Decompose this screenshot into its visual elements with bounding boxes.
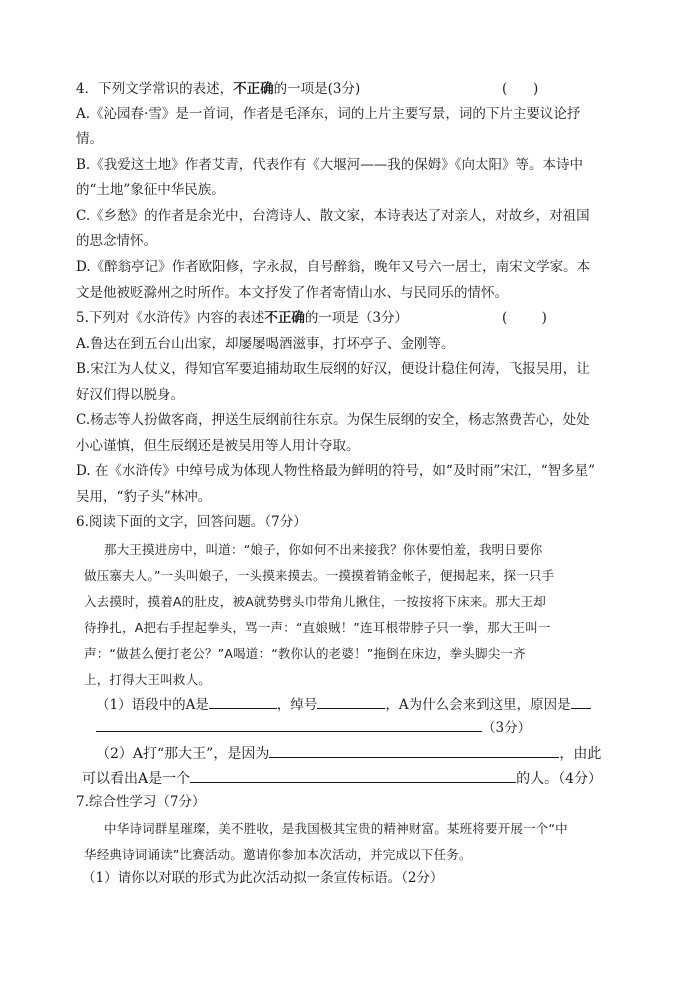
q7-intro-line2: 华经典诗词诵读”比赛活动。邀请你参加本次活动，并完成以下任务。 xyxy=(84,847,472,862)
q5-option-b-line2: 好汉们得以脱身。 xyxy=(76,387,184,403)
q6-sub1-text-b: ，绰号 xyxy=(276,697,318,713)
q6-sub1-line2 xyxy=(96,716,531,736)
q4-answer-parentheses: ( ) xyxy=(502,81,539,97)
q6-sub1-blank-nickname[interactable] xyxy=(317,693,385,709)
q6-passage-line2: 做压寨夫人。”一头叫娘子，一头摸来摸去。一摸摸着销金帐子，便揭起来，探一只手 xyxy=(84,568,555,583)
q6-sub2-text-c: 可以看出A是一个 xyxy=(82,771,191,787)
q4-stem-emphasis: 不正确 xyxy=(233,81,274,97)
q5-stem-text-b: 的一项是（3分） xyxy=(304,310,408,326)
q4-option-b-line1: B.《我爱这土地》作者艾青，代表作有《大堰河——我的保姆》《向太阳》等。本诗中 xyxy=(76,157,583,173)
q6-sub1-blank-reason-start[interactable] xyxy=(571,693,591,709)
q5-stem xyxy=(76,308,408,328)
q6-sub1-text-a: （1）语段中的A是 xyxy=(96,697,209,713)
q6-sub1-score: （3分） xyxy=(482,720,532,736)
q6-passage-line3: 入去摸时，摸着A的肚皮，被A就势劈头巾带角儿揪住，一按按将下床来。那大王却 xyxy=(84,594,547,609)
q5-answer-parentheses: ( ) xyxy=(502,310,547,326)
q4-option-a-line2: 情。 xyxy=(76,131,103,147)
q5-option-d-line2: 吴用，“豹子头”林冲。 xyxy=(76,489,212,505)
q6-sub1-blank-name[interactable] xyxy=(209,693,277,709)
q4-option-c-line2: 的思念情怀。 xyxy=(76,233,157,249)
q6-passage-line1: 那大王摸进房中，叫道：“娘子，你如何不出来接我？你休要怕羞，我明日要你 xyxy=(104,542,543,557)
q6-sub2-text-b: ，由此 xyxy=(559,746,602,762)
q5-stem-text-a: 5.下列对《水浒传》内容的表述 xyxy=(76,310,265,326)
q7-intro-line1: 中华诗词群星璀璨，美不胜收，是我国极其宝贵的精神财富。某班将要开展一个“中 xyxy=(104,821,568,836)
q6-passage-line4: 待挣扎，A把右手捏起拳头，骂一声：“直娘贼！”连耳根带脖子只一拳，那大王叫一 xyxy=(84,620,551,635)
q6-sub2-text-a: （2）A打“那大王”，是因为 xyxy=(96,746,270,762)
q6-passage-line6: 上，打得大王叫救人。 xyxy=(84,672,212,687)
q5-option-c-line1: C.杨志等人扮做客商，押送生辰纲前往东京。为保生辰纲的安全，杨志煞费苦心，处处 xyxy=(76,412,590,428)
q5-option-a-line1: A.鲁达在到五台山出家，却屡屡喝酒滋事，打坏亭子、金刚等。 xyxy=(76,336,455,352)
q4-option-a-line1: A.《沁园春·雪》是一首词，作者是毛泽东，词的上片主要写景，词的下片主要议论抒 xyxy=(76,106,581,122)
q4-option-d-line1: D.《醉翁亭记》作者欧阳修，字永叔，自号醉翁，晚年又号六一居士，南宋文学家。本 xyxy=(76,259,591,275)
q7-stem: 7.综合性学习（7分） xyxy=(76,794,206,810)
q6-sub2-blank-character[interactable] xyxy=(190,767,516,783)
q4-option-b-line2: 的“土地”象征中华民族。 xyxy=(76,182,225,198)
q5-option-b-line1: B.宋江为人仗义，得知官军要追捕劫取生辰纲的好汉，便设计稳住何涛，飞报吴用，让 xyxy=(76,361,590,377)
q5-stem-emphasis: 不正确 xyxy=(264,310,305,326)
q4-option-c-line1: C.《乡愁》的作者是余光中，台湾诗人、散文家，本诗表达了对亲人，对故乡，对祖国 xyxy=(76,208,590,224)
q5-option-c-line2: 小心谨慎，但生辰纲还是被吴用等人用计夺取。 xyxy=(76,438,360,454)
q6-sub1-text-c: ，A为什么会来到这里，原因是 xyxy=(385,697,571,713)
q4-stem-text-a: 4．下列文学常识的表述， xyxy=(76,81,234,97)
q4-option-d-line2: 文是他被贬滁州之时所作。本文抒发了作者寄情山水、与民同乐的情怀。 xyxy=(76,285,508,301)
q6-passage-line5: 声：“做甚么便打老公？”A喝道：“教你认的老婆！”拖倒在床边，拳头脚尖一齐 xyxy=(84,646,526,661)
q7-sub1: （1）请你以对联的形式为此次活动拟一条宣传标语。（2分） xyxy=(82,870,444,886)
q4-stem xyxy=(76,79,360,99)
q6-sub2-blank-cause[interactable] xyxy=(269,742,559,758)
q6-sub2-line1 xyxy=(96,742,601,762)
q6-sub2-line2 xyxy=(82,767,602,787)
q6-stem: 6.阅读下面的文字，回答问题。（7分） xyxy=(76,514,307,530)
q6-sub1-line1 xyxy=(96,693,591,713)
q6-sub2-text-d: 的人。（4分） xyxy=(516,771,603,787)
q4-stem-text-b: 的一项是(3分) xyxy=(273,81,361,97)
q5-option-d-line1: D. 在《水浒传》中绰号成为体现人物性格最为鲜明的符号，如“及时雨”宋江，“智多星” xyxy=(76,463,596,479)
q6-sub1-blank-reason[interactable] xyxy=(96,716,482,732)
